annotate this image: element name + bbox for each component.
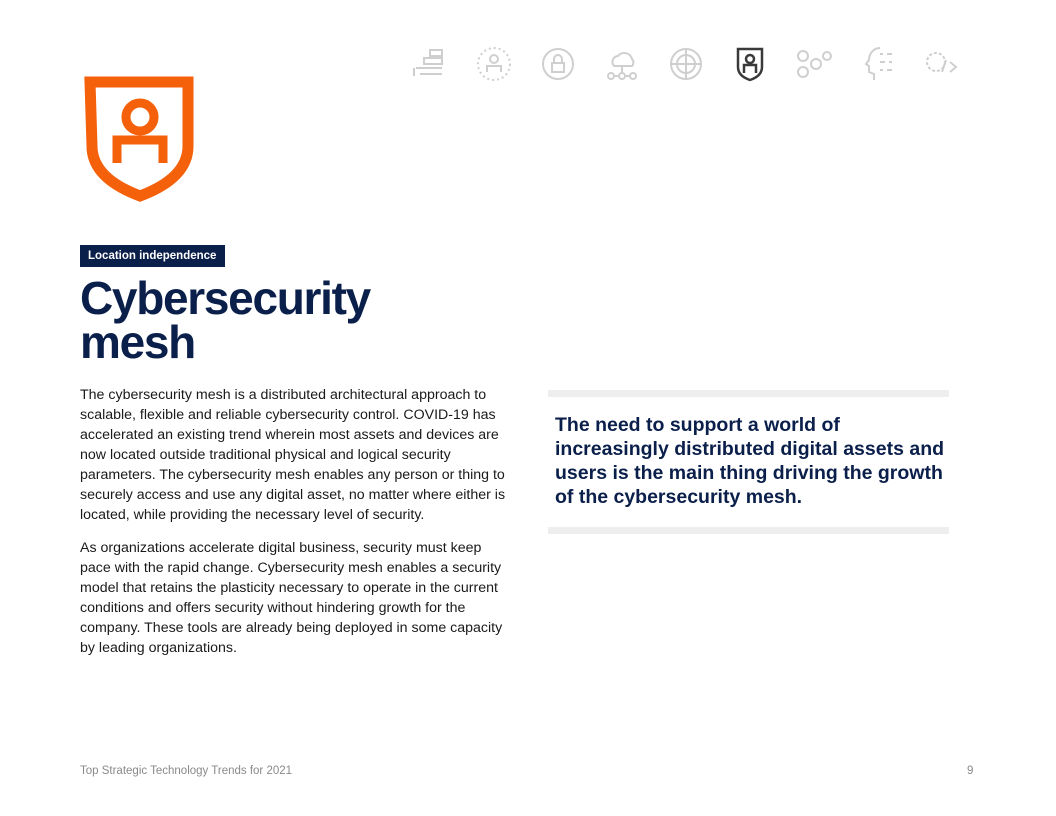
hexagon-nodes-icon	[794, 44, 834, 84]
shield-person-icon	[82, 74, 198, 204]
gear-code-icon	[922, 44, 962, 84]
nav-item-gear-code[interactable]	[910, 44, 974, 84]
page-number: 9	[967, 765, 974, 777]
body-text	[80, 385, 510, 671]
stacked-blocks-icon	[410, 44, 450, 84]
nav-item-cloud-network[interactable]	[590, 44, 654, 84]
title-line-2: mesh	[80, 316, 195, 368]
nav-item-lock-circle[interactable]	[526, 44, 590, 84]
pull-quote-text: The need to support a world of increasingly distributed digital assets and users is the main thing driving the growth of the cybersecurity mesh.	[555, 414, 945, 508]
trend-navigation	[398, 44, 974, 84]
nav-item-person-circle[interactable]	[462, 44, 526, 84]
nav-item-stacked-blocks[interactable]	[398, 44, 462, 84]
lock-circle-icon	[538, 44, 578, 84]
ai-head-binary-icon	[858, 44, 898, 84]
pull-quote	[548, 390, 949, 534]
category-tag: Location independence	[80, 245, 225, 267]
body-paragraph-1: The cybersecurity mesh is a distributed architectural approach to scalable, flexible and reliable cybersecurity control. COVID-19 has accelerated an existing trend wherein most assets and devices are now located outside traditional physical and logical security parameters. The cybersecurity mesh enables any person or thing to securely access and use any digital asset, no matter where either is located, while providing the necessary level of security.	[80, 387, 506, 523]
nav-item-globe[interactable]	[654, 44, 718, 84]
body-paragraph-2: As organizations accelerate digital business, security must keep pace with the rapid change. Cybersecurity mesh enables a security model that retains the plasticity necessary to operate in the current conditions and offers security without hindering growth for the company. These tools are already being deployed in some capacity by leading organizations.	[80, 540, 503, 656]
nav-item-hexagon-nodes[interactable]	[782, 44, 846, 84]
person-circle-icon	[474, 44, 514, 84]
globe-icon	[666, 44, 706, 84]
shield-person-icon	[730, 44, 770, 84]
page-title	[80, 272, 500, 368]
title-line-1: Cybersecurity	[80, 272, 370, 324]
footer-report-title: Top Strategic Technology Trends for 2021	[80, 765, 293, 777]
nav-item-shield-person-active[interactable]	[718, 44, 782, 84]
cloud-network-icon	[602, 44, 642, 84]
nav-item-ai-head-binary[interactable]	[846, 44, 910, 84]
